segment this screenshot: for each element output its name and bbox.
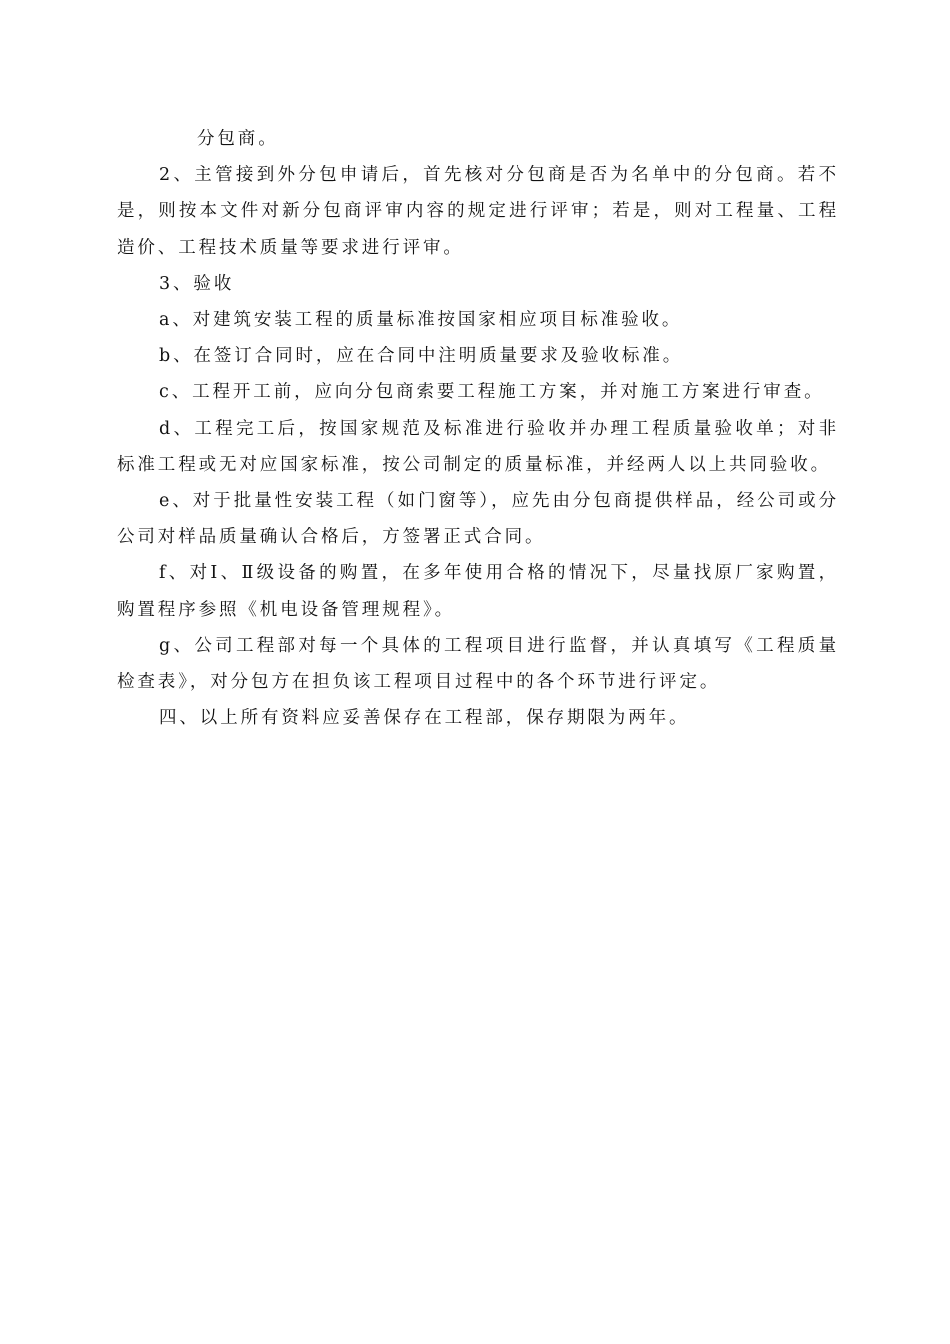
paragraph-item-2: 2、主管接到外分包申请后，首先核对分包商是否为名单中的分包商。若不是，则按本文件对新分包商评审内容的规定进行评审；若是，则对工程量、工程造价、工程技术质量等要求进行评审。 [117, 165, 839, 258]
paragraph-item-d: d、工程完工后，按国家规范及标准进行验收并办理工程质量验收单；对非标准工程或无对应国家标准，按公司制定的质量标准，并经两人以上共同验收。 [117, 418, 839, 475]
paragraph-item-e: e、对于批量性安装工程（如门窗等），应先由分包商提供样品，经公司或分公司对样品质量确认合格后，方签署正式合同。 [117, 491, 839, 548]
paragraph-item-f: f、对Ⅰ、Ⅱ级设备的购置，在多年使用合格的情况下，尽量找原厂家购置，购置程序参照《机电设备管理规程》。 [117, 563, 839, 620]
paragraph-section-four: 四、以上所有资料应妥善保存在工程部，保存期限为两年。 [159, 708, 690, 729]
paragraph-item-c: c、工程开工前，应向分包商索要工程施工方案，并对施工方案进行审查。 [159, 382, 825, 403]
paragraph-item-g: g、公司工程部对每一个具体的工程项目进行监督，并认真填写《工程质量检查表》，对分包方在担负该工程项目过程中的各个环节进行评定。 [117, 635, 839, 693]
paragraph-item-a: a、对建筑安装工程的质量标准按国家相应项目标准验收。 [159, 310, 683, 331]
paragraph-continuation: 分包商。 [197, 129, 279, 149]
paragraph-item-b: b、在签订合同时，应在合同中注明质量要求及验收标准。 [159, 346, 684, 367]
paragraph-heading-acceptance: 3、验收 [159, 273, 235, 294]
document-body [117, 121, 839, 736]
